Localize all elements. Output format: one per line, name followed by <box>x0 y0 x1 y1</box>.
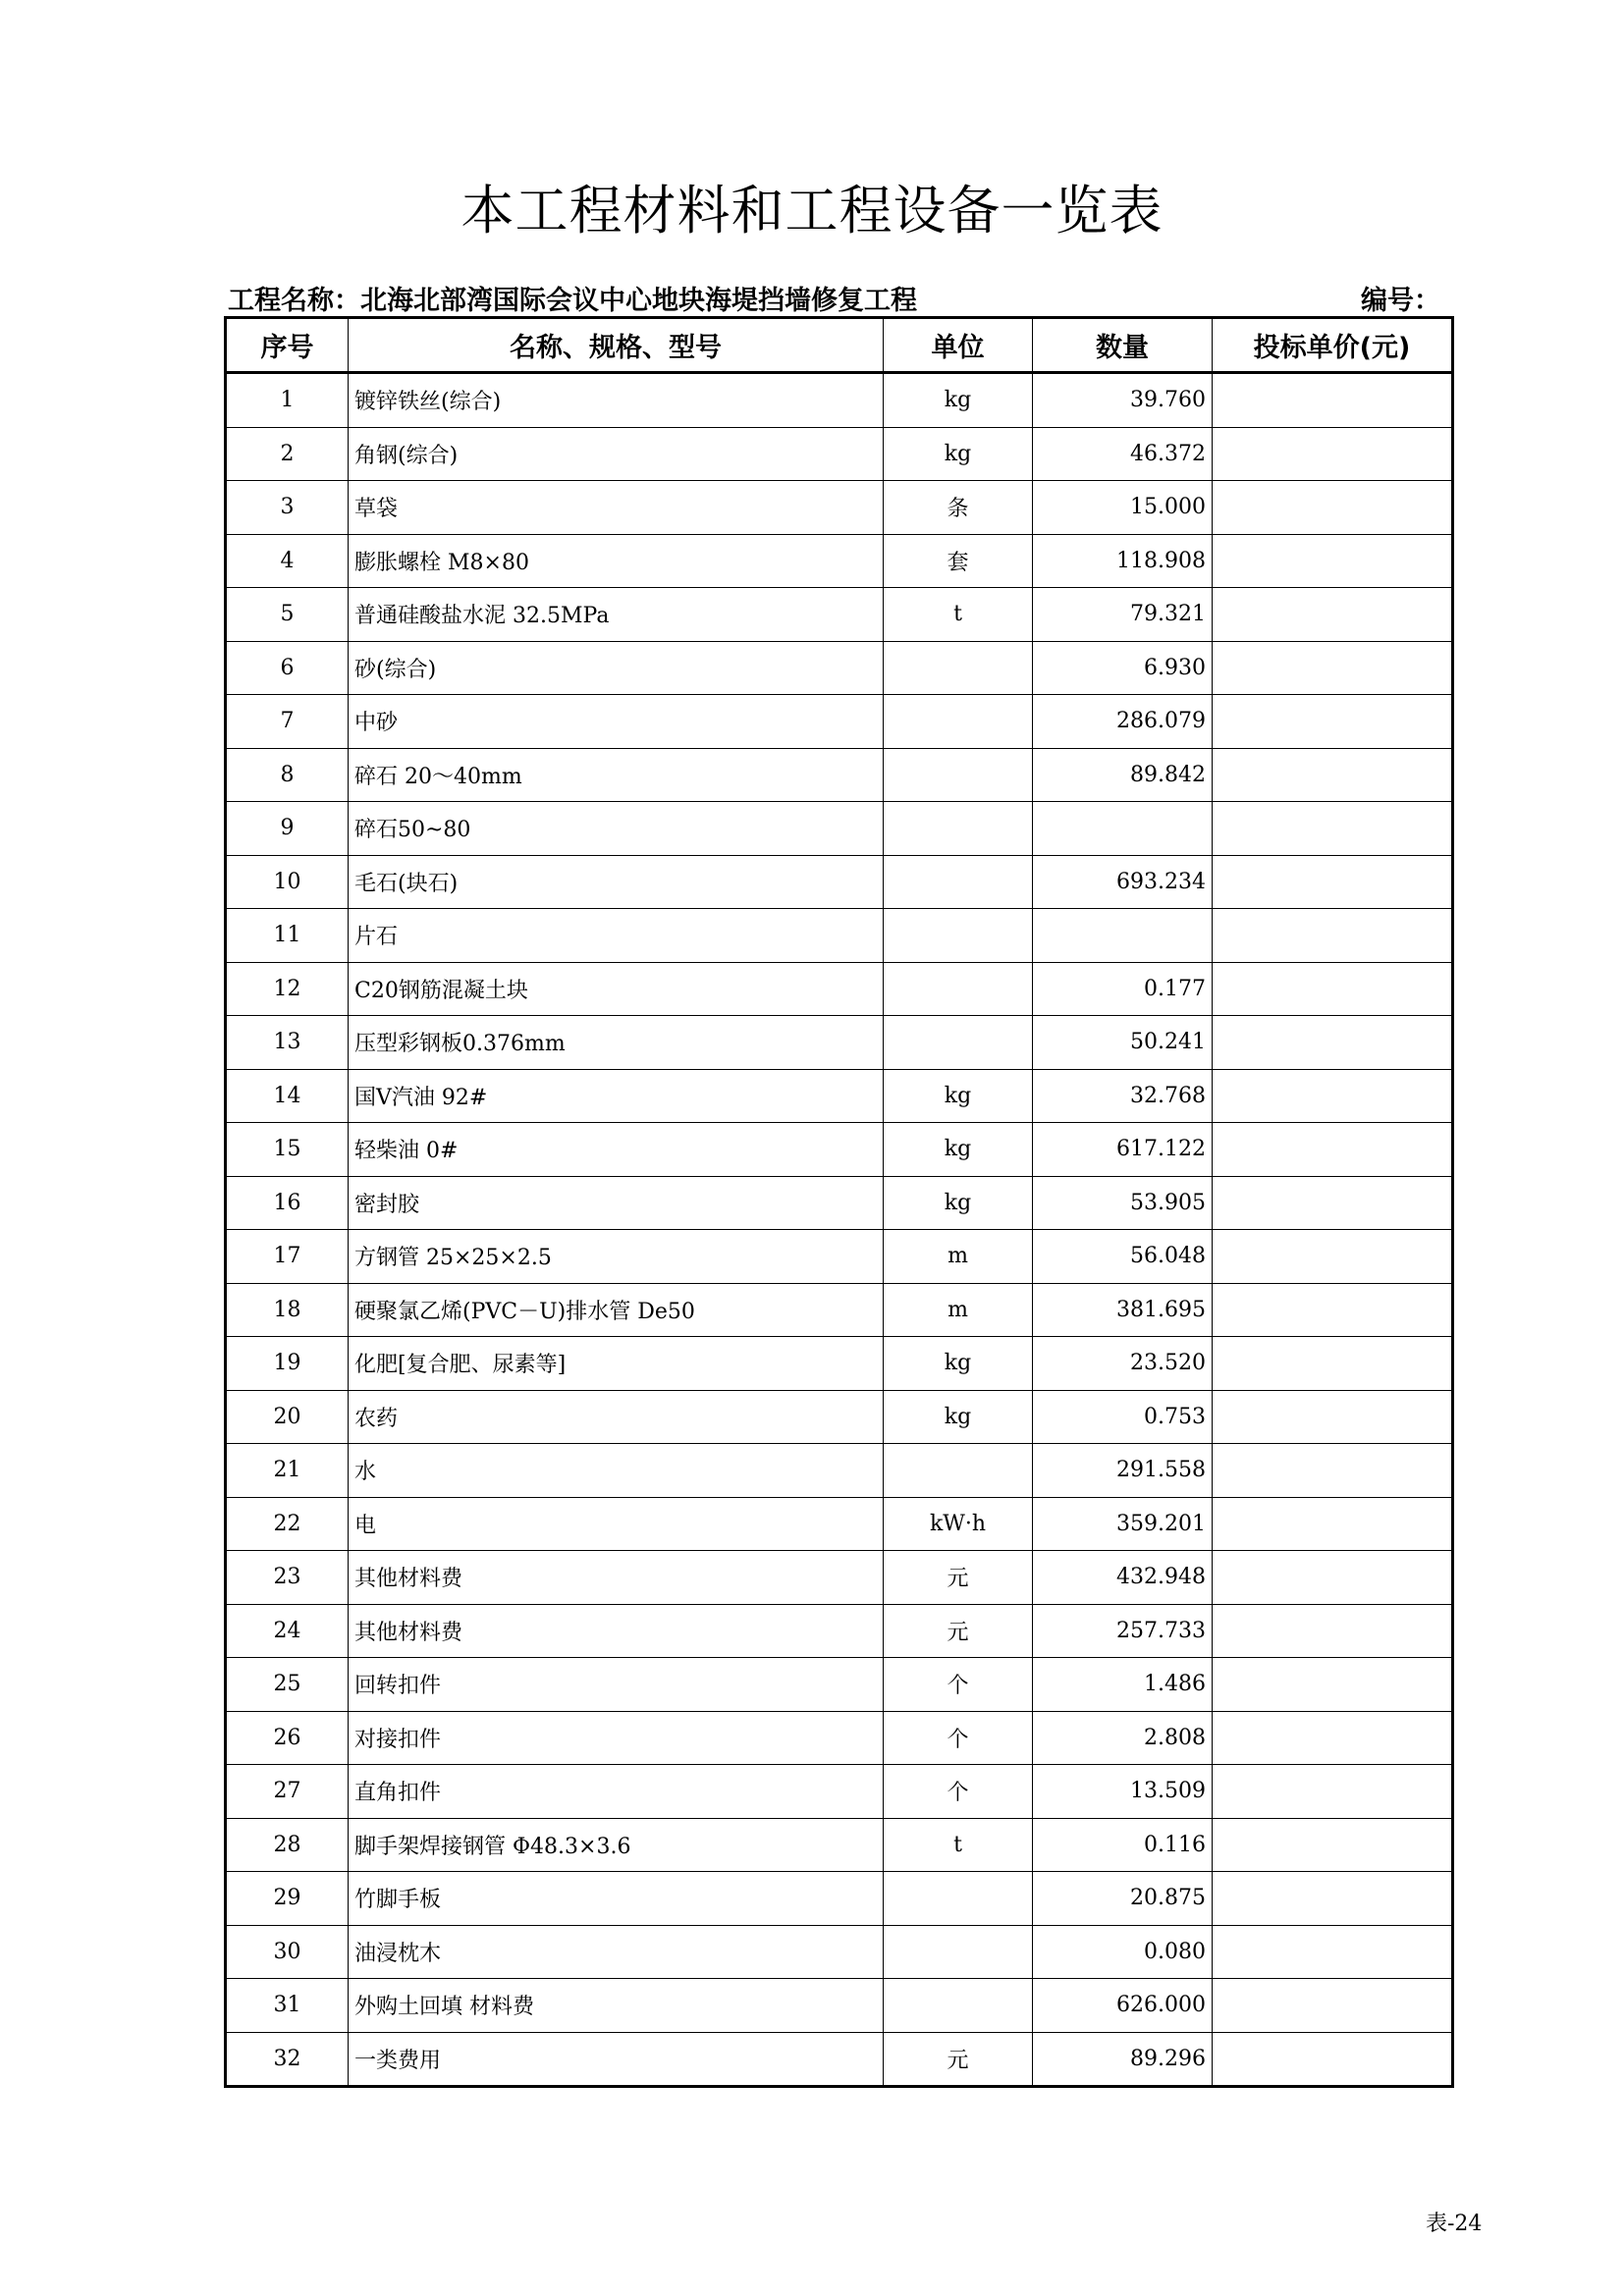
cell-unit-price <box>1213 1765 1453 1819</box>
cell-name: 方钢管 25×25×2.5 <box>349 1230 884 1284</box>
table-row <box>226 1979 1453 2033</box>
cell-seq: 27 <box>226 1765 349 1819</box>
cell-quantity: 0.177 <box>1033 962 1213 1016</box>
cell-unit-price <box>1213 1123 1453 1177</box>
cell-seq: 21 <box>226 1444 349 1498</box>
cell-name: 砂(综合) <box>349 641 884 695</box>
table-row <box>226 1658 1453 1712</box>
cell-name: C20钢筋混凝土块 <box>349 962 884 1016</box>
table-row <box>226 1230 1453 1284</box>
cell-unit: kg <box>884 1390 1033 1444</box>
cell-name: 脚手架焊接钢管 Φ48.3×3.6 <box>349 1818 884 1872</box>
cell-unit-price <box>1213 588 1453 642</box>
cell-unit-price <box>1213 1337 1453 1391</box>
cell-unit: t <box>884 588 1033 642</box>
cell-seq: 16 <box>226 1176 349 1230</box>
table-row <box>226 1497 1453 1551</box>
cell-unit-price <box>1213 1925 1453 1979</box>
table-row <box>226 1283 1453 1337</box>
cell-unit <box>884 855 1033 909</box>
cell-quantity: 0.753 <box>1033 1390 1213 1444</box>
cell-seq: 19 <box>226 1337 349 1391</box>
cell-quantity: 286.079 <box>1033 695 1213 749</box>
cell-seq: 22 <box>226 1497 349 1551</box>
header-quantity: 数量 <box>1033 318 1213 373</box>
cell-seq: 30 <box>226 1925 349 1979</box>
cell-quantity: 15.000 <box>1033 481 1213 535</box>
cell-unit <box>884 1444 1033 1498</box>
cell-unit-price <box>1213 1390 1453 1444</box>
cell-quantity: 89.296 <box>1033 2032 1213 2087</box>
cell-quantity: 118.908 <box>1033 534 1213 588</box>
cell-unit-price <box>1213 1551 1453 1605</box>
table-row <box>226 1872 1453 1926</box>
cell-name: 一类费用 <box>349 2032 884 2087</box>
cell-unit: m <box>884 1230 1033 1284</box>
cell-name: 水 <box>349 1444 884 1498</box>
cell-seq: 4 <box>226 534 349 588</box>
cell-name: 硬聚氯乙烯(PVC－U)排水管 De50 <box>349 1283 884 1337</box>
cell-seq: 17 <box>226 1230 349 1284</box>
cell-seq: 25 <box>226 1658 349 1712</box>
cell-seq: 31 <box>226 1979 349 2033</box>
cell-quantity: 20.875 <box>1033 1872 1213 1926</box>
cell-unit: kg <box>884 427 1033 481</box>
cell-unit-price <box>1213 1230 1453 1284</box>
cell-seq: 5 <box>226 588 349 642</box>
table-row <box>226 1604 1453 1658</box>
cell-name: 草袋 <box>349 481 884 535</box>
cell-unit-price <box>1213 1979 1453 2033</box>
cell-name: 碎石50~80 <box>349 802 884 856</box>
cell-unit-price <box>1213 855 1453 909</box>
cell-unit <box>884 695 1033 749</box>
header-unit: 单位 <box>884 318 1033 373</box>
cell-name: 密封胶 <box>349 1176 884 1230</box>
cell-quantity: 39.760 <box>1033 373 1213 428</box>
document-number-label: 编号： <box>1361 286 1440 316</box>
table-row <box>226 1016 1453 1070</box>
cell-quantity: 626.000 <box>1033 1979 1213 2033</box>
cell-unit-price <box>1213 1497 1453 1551</box>
table-row <box>226 1551 1453 1605</box>
cell-name: 中砂 <box>349 695 884 749</box>
cell-seq: 3 <box>226 481 349 535</box>
cell-seq: 23 <box>226 1551 349 1605</box>
cell-quantity: 0.080 <box>1033 1925 1213 1979</box>
cell-seq: 1 <box>226 373 349 428</box>
cell-seq: 28 <box>226 1818 349 1872</box>
cell-unit: 个 <box>884 1711 1033 1765</box>
cell-unit: 条 <box>884 481 1033 535</box>
cell-quantity: 257.733 <box>1033 1604 1213 1658</box>
cell-unit-price <box>1213 641 1453 695</box>
cell-quantity: 359.201 <box>1033 1497 1213 1551</box>
cell-quantity: 23.520 <box>1033 1337 1213 1391</box>
cell-unit: kg <box>884 1337 1033 1391</box>
table-row <box>226 802 1453 856</box>
cell-unit: kg <box>884 1069 1033 1123</box>
cell-quantity: 381.695 <box>1033 1283 1213 1337</box>
table-row <box>226 1337 1453 1391</box>
header-name: 名称、规格、型号 <box>349 318 884 373</box>
table-row <box>226 748 1453 802</box>
cell-unit: 元 <box>884 2032 1033 2087</box>
cell-name: 轻柴油 0# <box>349 1123 884 1177</box>
cell-name: 外购土回填 材料费 <box>349 1979 884 2033</box>
cell-name: 回转扣件 <box>349 1658 884 1712</box>
header-seq: 序号 <box>226 318 349 373</box>
cell-seq: 9 <box>226 802 349 856</box>
cell-seq: 14 <box>226 1069 349 1123</box>
cell-unit: kg <box>884 1176 1033 1230</box>
cell-name: 其他材料费 <box>349 1551 884 1605</box>
cell-unit-price <box>1213 1444 1453 1498</box>
cell-name: 镀锌铁丝(综合) <box>349 373 884 428</box>
table-row <box>226 1818 1453 1872</box>
cell-unit: 元 <box>884 1604 1033 1658</box>
cell-quantity: 1.486 <box>1033 1658 1213 1712</box>
cell-seq: 6 <box>226 641 349 695</box>
table-row <box>226 534 1453 588</box>
cell-quantity: 13.509 <box>1033 1765 1213 1819</box>
cell-unit-price <box>1213 695 1453 749</box>
table-row <box>226 373 1453 428</box>
cell-unit <box>884 748 1033 802</box>
cell-unit-price <box>1213 481 1453 535</box>
cell-unit: 个 <box>884 1765 1033 1819</box>
cell-unit-price <box>1213 1283 1453 1337</box>
cell-name: 对接扣件 <box>349 1711 884 1765</box>
cell-unit-price <box>1213 1872 1453 1926</box>
cell-name: 压型彩钢板0.376mm <box>349 1016 884 1070</box>
cell-quantity: 0.116 <box>1033 1818 1213 1872</box>
table-row <box>226 695 1453 749</box>
project-name: 工程名称：北海北部湾国际会议中心地块海堤挡墙修复工程 <box>228 286 917 316</box>
cell-seq: 26 <box>226 1711 349 1765</box>
cell-seq: 11 <box>226 909 349 963</box>
cell-unit: m <box>884 1283 1033 1337</box>
cell-unit <box>884 1872 1033 1926</box>
cell-unit: 元 <box>884 1551 1033 1605</box>
cell-seq: 15 <box>226 1123 349 1177</box>
cell-unit-price <box>1213 909 1453 963</box>
cell-seq: 2 <box>226 427 349 481</box>
cell-name: 碎石 20～40mm <box>349 748 884 802</box>
cell-unit <box>884 909 1033 963</box>
cell-unit: kg <box>884 1123 1033 1177</box>
cell-unit-price <box>1213 802 1453 856</box>
cell-unit-price <box>1213 1711 1453 1765</box>
cell-unit <box>884 802 1033 856</box>
cell-seq: 13 <box>226 1016 349 1070</box>
cell-quantity: 693.234 <box>1033 855 1213 909</box>
table-row <box>226 1765 1453 1819</box>
table-row <box>226 855 1453 909</box>
cell-name: 膨胀螺栓 M8×80 <box>349 534 884 588</box>
table-row <box>226 588 1453 642</box>
cell-quantity <box>1033 909 1213 963</box>
cell-unit-price <box>1213 1069 1453 1123</box>
cell-unit-price <box>1213 1658 1453 1712</box>
table-row <box>226 962 1453 1016</box>
cell-seq: 12 <box>226 962 349 1016</box>
cell-quantity: 53.905 <box>1033 1176 1213 1230</box>
cell-quantity: 6.930 <box>1033 641 1213 695</box>
cell-name: 化肥[复合肥、尿素等] <box>349 1337 884 1391</box>
cell-name: 普通硅酸盐水泥 32.5MPa <box>349 588 884 642</box>
table-row <box>226 1176 1453 1230</box>
cell-quantity: 432.948 <box>1033 1551 1213 1605</box>
table-row <box>226 1444 1453 1498</box>
cell-quantity: 50.241 <box>1033 1016 1213 1070</box>
page-title: 本工程材料和工程设备一览表 <box>460 180 1164 241</box>
cell-unit-price <box>1213 1818 1453 1872</box>
cell-seq: 8 <box>226 748 349 802</box>
cell-quantity: 56.048 <box>1033 1230 1213 1284</box>
cell-name: 农药 <box>349 1390 884 1444</box>
cell-unit-price <box>1213 748 1453 802</box>
cell-seq: 29 <box>226 1872 349 1926</box>
cell-seq: 24 <box>226 1604 349 1658</box>
cell-unit: kg <box>884 373 1033 428</box>
cell-quantity: 32.768 <box>1033 1069 1213 1123</box>
table-row <box>226 1123 1453 1177</box>
table-header-row <box>226 318 1453 373</box>
cell-unit: 个 <box>884 1658 1033 1712</box>
cell-unit-price <box>1213 534 1453 588</box>
cell-name: 毛石(块石) <box>349 855 884 909</box>
cell-quantity: 2.808 <box>1033 1711 1213 1765</box>
cell-quantity: 79.321 <box>1033 588 1213 642</box>
cell-unit-price <box>1213 373 1453 428</box>
cell-unit-price <box>1213 1604 1453 1658</box>
cell-unit-price <box>1213 1016 1453 1070</box>
cell-seq: 7 <box>226 695 349 749</box>
table-row <box>226 1390 1453 1444</box>
cell-quantity: 617.122 <box>1033 1123 1213 1177</box>
table-row <box>226 1069 1453 1123</box>
table-row <box>226 427 1453 481</box>
cell-name: 片石 <box>349 909 884 963</box>
cell-name: 电 <box>349 1497 884 1551</box>
cell-quantity: 291.558 <box>1033 1444 1213 1498</box>
table-row <box>226 641 1453 695</box>
table-row <box>226 481 1453 535</box>
cell-name: 其他材料费 <box>349 1604 884 1658</box>
table-row <box>226 1925 1453 1979</box>
cell-unit-price <box>1213 2032 1453 2087</box>
cell-unit: t <box>884 1818 1033 1872</box>
cell-name: 竹脚手板 <box>349 1872 884 1926</box>
cell-unit <box>884 641 1033 695</box>
cell-unit-price <box>1213 962 1453 1016</box>
cell-unit-price <box>1213 1176 1453 1230</box>
cell-name: 油浸枕木 <box>349 1925 884 1979</box>
cell-seq: 10 <box>226 855 349 909</box>
header-unit-price: 投标单价(元) <box>1213 318 1453 373</box>
cell-unit: 套 <box>884 534 1033 588</box>
cell-unit-price <box>1213 427 1453 481</box>
cell-seq: 20 <box>226 1390 349 1444</box>
cell-name: 角钢(综合) <box>349 427 884 481</box>
table-row <box>226 2032 1453 2087</box>
cell-unit <box>884 1016 1033 1070</box>
cell-name: 直角扣件 <box>349 1765 884 1819</box>
cell-unit <box>884 1979 1033 2033</box>
material-table <box>224 316 1454 2088</box>
cell-name: 国V汽油 92# <box>349 1069 884 1123</box>
table-row <box>226 909 1453 963</box>
cell-seq: 18 <box>226 1283 349 1337</box>
cell-unit <box>884 1925 1033 1979</box>
table-body <box>226 373 1453 2087</box>
cell-quantity <box>1033 802 1213 856</box>
page-number: 表-24 <box>1426 2212 1483 2236</box>
cell-quantity: 89.842 <box>1033 748 1213 802</box>
cell-quantity: 46.372 <box>1033 427 1213 481</box>
table-row <box>226 1711 1453 1765</box>
cell-unit <box>884 962 1033 1016</box>
cell-seq: 32 <box>226 2032 349 2087</box>
cell-unit: kW·h <box>884 1497 1033 1551</box>
